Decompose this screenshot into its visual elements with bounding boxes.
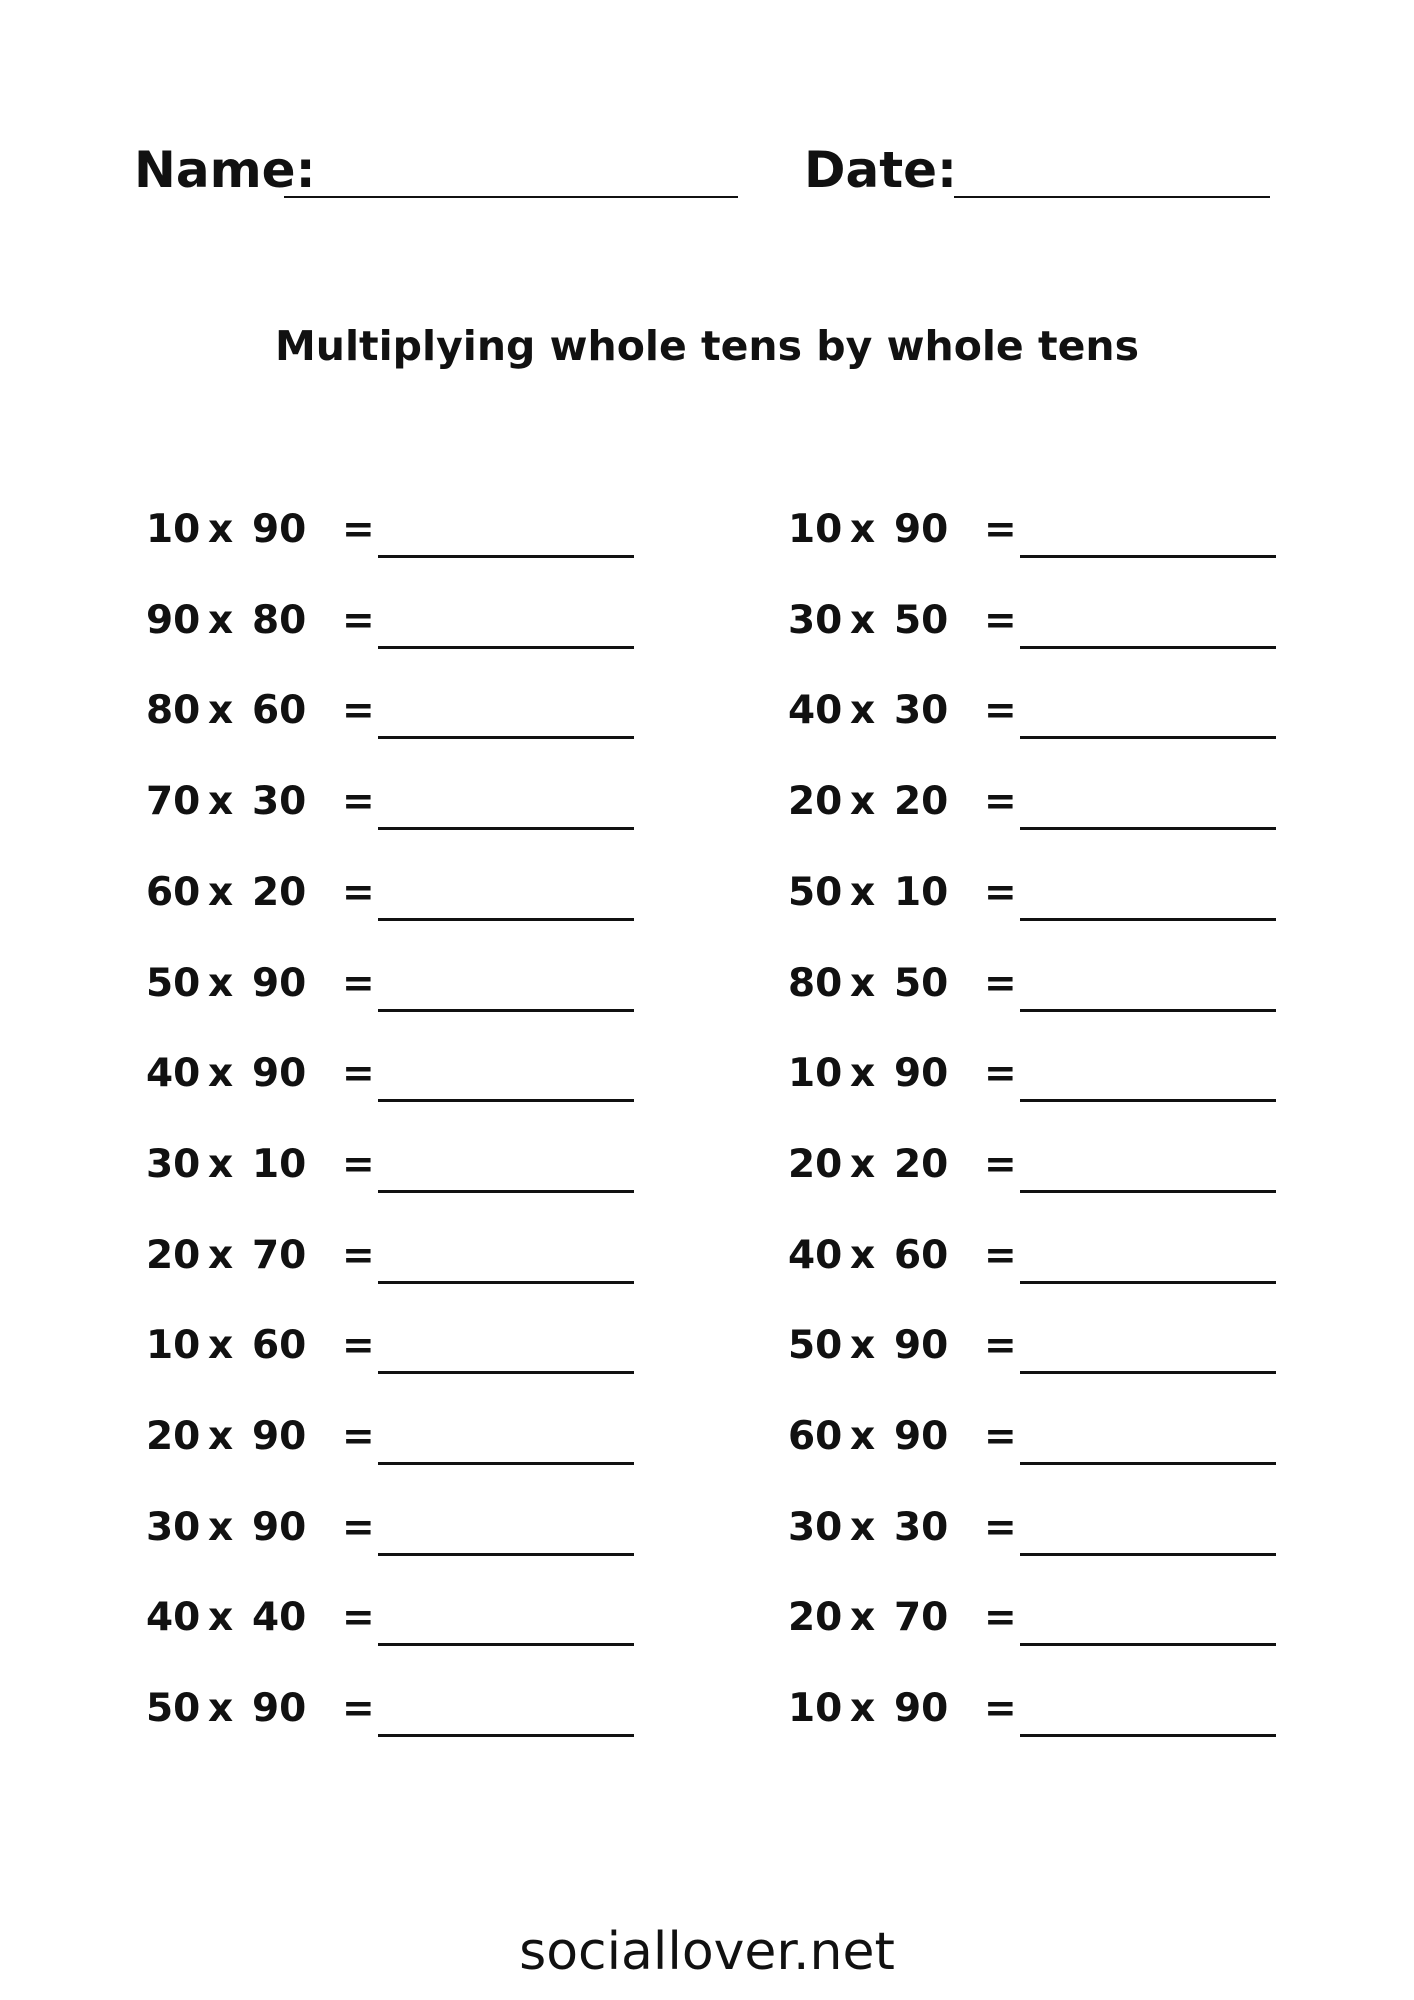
equals-sign: = [984,597,1017,643]
multiply-operator: x [850,597,876,643]
equals-sign: = [984,1232,1017,1278]
second-factor: 90 [894,1414,949,1459]
answer-line[interactable] [1020,555,1276,558]
first-factor: 40 [788,1232,843,1278]
first-factor: 20 [788,1141,843,1187]
first-factor: 30 [146,1504,201,1550]
multiply-operator: x [208,960,234,1006]
multiply-operator: x [850,1141,876,1187]
problem-row [788,681,1288,741]
problem-row [146,1044,646,1104]
second-factor: 90 [252,1504,307,1550]
equals-sign: = [984,869,1017,915]
second-factor: 40 [252,1595,307,1641]
first-factor: 40 [788,688,843,734]
first-factor: 50 [788,869,843,915]
problem-row [146,1316,646,1376]
first-factor: 10 [788,1686,843,1732]
problem-row [146,772,646,832]
first-factor: 60 [788,1414,843,1459]
problem-row [788,1498,1288,1558]
multiply-operator: x [208,597,234,643]
second-factor: 90 [252,507,307,552]
equals-sign: = [984,1323,1017,1369]
second-factor: 30 [894,1504,949,1550]
first-factor: 70 [146,779,201,825]
multiply-operator: x [208,688,234,734]
equals-sign: = [342,960,375,1006]
multiply-operator: x [850,779,876,825]
multiply-operator: x [208,1141,234,1187]
second-factor: 30 [252,779,307,825]
equals-sign: = [342,688,375,734]
multiply-operator: x [208,869,234,915]
name-label: Name: [134,141,316,199]
equals-sign: = [342,869,375,915]
multiply-operator: x [208,1595,234,1641]
second-factor: 70 [252,1232,307,1278]
first-factor: 80 [146,688,201,734]
equals-sign: = [984,1414,1017,1459]
equals-sign: = [342,1141,375,1187]
second-factor: 20 [894,779,949,825]
equals-sign: = [342,1595,375,1641]
multiply-operator: x [850,1504,876,1550]
first-factor: 60 [146,869,201,915]
problem-row [146,1407,646,1467]
answer-line[interactable] [378,1190,634,1193]
equals-sign: = [342,779,375,825]
second-factor: 90 [894,1051,949,1097]
multiply-operator: x [850,869,876,915]
answer-line[interactable] [1020,918,1276,921]
problem-row [788,1679,1288,1739]
problem-row [146,1588,646,1648]
second-factor: 50 [894,960,949,1006]
problem-row [146,863,646,923]
answer-line[interactable] [1020,646,1276,649]
answer-line[interactable] [378,1281,634,1284]
problem-row [146,1135,646,1195]
problem-row [146,1679,646,1739]
multiply-operator: x [850,507,876,552]
first-factor: 30 [146,1141,201,1187]
multiply-operator: x [208,1323,234,1369]
first-factor: 50 [788,1323,843,1369]
second-factor: 70 [894,1595,949,1641]
problem-row [146,1498,646,1558]
problem-row [788,500,1288,560]
first-factor: 10 [146,507,201,552]
answer-line[interactable] [378,1099,634,1102]
second-factor: 90 [894,1323,949,1369]
second-factor: 60 [894,1232,949,1278]
equals-sign: = [984,507,1017,552]
answer-line[interactable] [1020,1643,1276,1646]
equals-sign: = [984,1504,1017,1550]
second-factor: 90 [252,1686,307,1732]
multiply-operator: x [208,1504,234,1550]
footer-website: sociallover.net [519,1922,895,1982]
second-factor: 60 [252,688,307,734]
problem-row [788,1407,1288,1467]
answer-line[interactable] [1020,1462,1276,1465]
equals-sign: = [984,1595,1017,1641]
multiply-operator: x [850,1595,876,1641]
problem-row [788,772,1288,832]
equals-sign: = [984,960,1017,1006]
multiply-operator: x [208,1232,234,1278]
problem-row [788,863,1288,923]
second-factor: 20 [894,1141,949,1187]
answer-line[interactable] [1020,1009,1276,1012]
second-factor: 90 [894,1686,949,1732]
problem-row [788,591,1288,651]
problem-row [788,1226,1288,1286]
problem-row [788,1588,1288,1648]
first-factor: 10 [788,507,843,552]
equals-sign: = [984,688,1017,734]
equals-sign: = [342,1686,375,1732]
problem-row [146,500,646,560]
problem-row [146,954,646,1014]
first-factor: 30 [788,597,843,643]
second-factor: 80 [252,597,307,643]
second-factor: 50 [894,597,949,643]
answer-line[interactable] [1020,1371,1276,1374]
first-factor: 20 [788,779,843,825]
problem-row [788,954,1288,1014]
first-factor: 40 [146,1051,201,1097]
multiply-operator: x [208,779,234,825]
multiply-operator: x [850,1051,876,1097]
multiply-operator: x [850,1686,876,1732]
first-factor: 50 [146,960,201,1006]
answer-line[interactable] [378,918,634,921]
first-factor: 50 [146,1686,201,1732]
second-factor: 90 [894,507,949,552]
answer-line[interactable] [378,736,634,739]
multiply-operator: x [850,1323,876,1369]
worksheet-title: Multiplying whole tens by whole tens [274,322,1140,370]
equals-sign: = [342,1051,375,1097]
answer-line[interactable] [378,1734,634,1737]
equals-sign: = [342,1232,375,1278]
first-factor: 10 [146,1323,201,1369]
equals-sign: = [342,1504,375,1550]
second-factor: 30 [894,688,949,734]
first-factor: 20 [146,1414,201,1459]
answer-line[interactable] [378,555,634,558]
problem-row [146,1226,646,1286]
first-factor: 10 [788,1051,843,1097]
second-factor: 10 [894,869,949,915]
answer-line[interactable] [1020,827,1276,830]
first-factor: 40 [146,1595,201,1641]
equals-sign: = [342,1323,375,1369]
equals-sign: = [342,1414,375,1459]
equals-sign: = [984,779,1017,825]
second-factor: 90 [252,1414,307,1459]
multiply-operator: x [208,1051,234,1097]
answer-line[interactable] [1020,1190,1276,1193]
multiply-operator: x [850,1232,876,1278]
answer-line[interactable] [378,1371,634,1374]
problem-row [146,591,646,651]
equals-sign: = [984,1141,1017,1187]
multiply-operator: x [208,1414,234,1459]
answer-line[interactable] [378,1009,634,1012]
multiply-operator: x [208,1686,234,1732]
problem-row [788,1316,1288,1376]
answer-line[interactable] [378,1643,634,1646]
multiply-operator: x [208,507,234,552]
answer-line[interactable] [378,1553,634,1556]
equals-sign: = [342,597,375,643]
problem-row [146,681,646,741]
multiply-operator: x [850,688,876,734]
second-factor: 60 [252,1323,307,1369]
answer-line[interactable] [1020,1281,1276,1284]
second-factor: 20 [252,869,307,915]
answer-line[interactable] [1020,1099,1276,1102]
answer-line[interactable] [378,646,634,649]
answer-line[interactable] [1020,736,1276,739]
second-factor: 90 [252,1051,307,1097]
answer-line[interactable] [1020,1734,1276,1737]
first-factor: 30 [788,1504,843,1550]
equals-sign: = [342,507,375,552]
multiply-operator: x [850,960,876,1006]
multiply-operator: x [850,1414,876,1459]
answer-line[interactable] [378,827,634,830]
problem-row [788,1044,1288,1104]
answer-line[interactable] [1020,1553,1276,1556]
first-factor: 20 [146,1232,201,1278]
name-line[interactable] [284,196,738,198]
second-factor: 90 [252,960,307,1006]
first-factor: 20 [788,1595,843,1641]
problem-row [788,1135,1288,1195]
first-factor: 90 [146,597,201,643]
second-factor: 10 [252,1141,307,1187]
equals-sign: = [984,1051,1017,1097]
date-label: Date: [804,141,958,199]
first-factor: 80 [788,960,843,1006]
date-line[interactable] [954,196,1270,198]
answer-line[interactable] [378,1462,634,1465]
equals-sign: = [984,1686,1017,1732]
